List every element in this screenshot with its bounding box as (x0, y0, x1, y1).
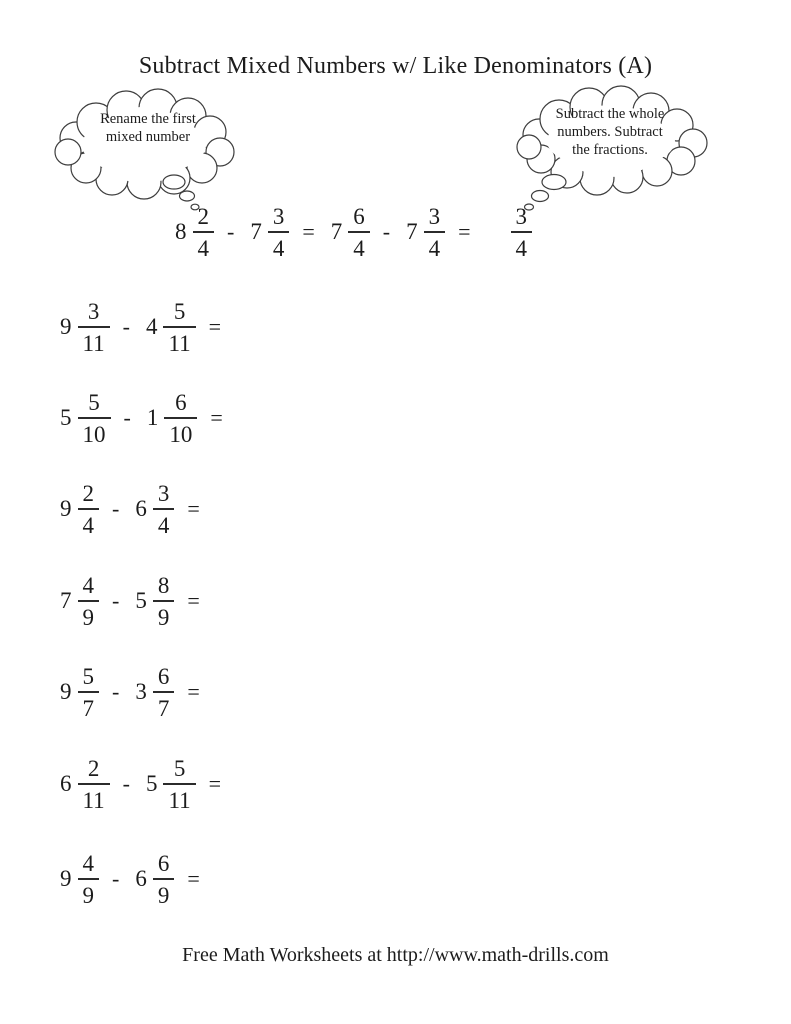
fraction-numerator: 5 (82, 663, 94, 689)
whole-number: 6 (135, 866, 147, 891)
equals-sign: = (187, 496, 200, 521)
minus-operator: - (112, 588, 120, 613)
fraction-numerator: 5 (88, 389, 100, 415)
fraction-bar (78, 508, 100, 510)
minus-operator: - (112, 496, 120, 521)
fraction-denominator: 4 (157, 512, 170, 538)
fraction (81, 482, 97, 537)
hint-text-left (58, 110, 238, 146)
hint-left-line2: mixed number (105, 129, 191, 146)
hint-right-line2: numbers. Subtract (557, 124, 663, 141)
fraction-bar (153, 878, 175, 880)
minus-operator: - (122, 771, 130, 796)
fraction (427, 205, 443, 260)
mixed-number (135, 665, 171, 720)
fraction-bar (78, 691, 100, 693)
fraction-numerator: 3 (428, 203, 441, 229)
fraction (271, 205, 287, 260)
fraction-numerator: 8 (157, 572, 170, 598)
equals-sign: = (208, 771, 222, 796)
fraction-denominator: 11 (168, 330, 191, 356)
fraction-numerator: 5 (173, 755, 186, 781)
fraction-denominator: 9 (82, 882, 94, 908)
fraction-denominator: 7 (157, 695, 170, 721)
equals-sign: = (208, 314, 222, 339)
whole-number: 6 (135, 496, 147, 521)
fraction-denominator: 4 (197, 235, 209, 261)
thought-bubble-left-icon (48, 88, 248, 220)
problem-row (60, 479, 203, 539)
equals-sign: = (187, 588, 200, 613)
problem-row (60, 662, 203, 722)
fraction-numerator: 6 (353, 203, 365, 229)
fraction (166, 757, 192, 812)
fraction-bar (348, 231, 370, 233)
whole-number: 1 (146, 405, 159, 430)
fraction (156, 574, 172, 629)
mixed-number (60, 665, 96, 720)
fraction-bar (153, 600, 175, 602)
fraction-numerator: 3 (272, 203, 285, 229)
fraction (167, 391, 194, 446)
fraction-numerator: 5 (173, 298, 186, 324)
mixed-number (60, 391, 108, 446)
whole-number: 7 (60, 588, 72, 613)
problem-row (60, 571, 203, 631)
hint-right-line1: Subtract the whole (555, 106, 665, 122)
mixed-number (60, 852, 96, 907)
fraction-numerator: 4 (82, 572, 94, 598)
fraction-denominator: 4 (515, 235, 527, 261)
minus-operator: - (112, 679, 120, 704)
mixed-number (60, 482, 96, 537)
fraction (156, 665, 172, 720)
fraction-numerator: 2 (87, 755, 100, 781)
mixed-number (250, 205, 286, 260)
whole-number: 7 (330, 219, 343, 244)
whole-number: 7 (250, 219, 262, 244)
fraction-numerator: 2 (82, 480, 94, 506)
fraction (81, 665, 97, 720)
fraction-denominator: 11 (82, 330, 105, 356)
fraction (81, 300, 107, 355)
fraction-bar (78, 600, 100, 602)
fraction (81, 391, 108, 446)
fraction-bar (78, 417, 111, 419)
fraction-numerator: 3 (157, 480, 170, 506)
fraction-numerator: 6 (157, 663, 170, 689)
fraction-bar (78, 878, 100, 880)
fraction-bar (163, 783, 195, 785)
fraction-numerator: 6 (175, 389, 187, 415)
whole-number: 5 (145, 771, 158, 796)
fraction (196, 205, 212, 260)
fraction-numerator: 2 (197, 203, 209, 229)
problem-row (60, 388, 226, 448)
equals-sign: = (302, 219, 315, 244)
mixed-number (60, 300, 107, 355)
equals-sign: = (210, 405, 223, 430)
fraction-denominator: 4 (428, 235, 441, 261)
fraction-bar (164, 417, 197, 419)
fraction-denominator: 7 (82, 695, 94, 721)
example-answer-fraction (514, 205, 530, 260)
fraction-numerator: 3 (87, 298, 100, 324)
whole-number: 7 (406, 219, 418, 244)
fraction-denominator: 9 (157, 604, 170, 630)
minus-operator: - (123, 405, 131, 430)
whole-number: 9 (60, 314, 72, 339)
fraction (351, 205, 367, 260)
fraction-denominator: 9 (157, 882, 170, 908)
fraction (81, 757, 107, 812)
mixed-number (135, 852, 171, 907)
fraction-bar (268, 231, 290, 233)
fraction (156, 482, 172, 537)
fraction-bar (153, 691, 175, 693)
fraction-denominator: 9 (82, 604, 94, 630)
mixed-number (135, 574, 171, 629)
whole-number: 9 (60, 866, 72, 891)
fraction (156, 852, 172, 907)
hint-left-line1: Rename the first (100, 111, 196, 127)
mixed-number (146, 300, 193, 355)
mixed-number (146, 757, 193, 812)
mixed-number (147, 391, 195, 446)
fraction-bar (163, 326, 195, 328)
fraction-denominator: 10 (169, 421, 193, 447)
footer-credit: Free Math Worksheets at http://www.math-drills.com (182, 944, 609, 966)
mixed-number (175, 205, 211, 260)
fraction-bar (153, 508, 175, 510)
equals-sign: = (187, 679, 200, 704)
example-equation (175, 202, 529, 262)
minus-operator: - (227, 219, 235, 244)
whole-number: 5 (135, 588, 147, 613)
mixed-number (135, 482, 171, 537)
whole-number: 9 (60, 679, 72, 704)
fraction (81, 574, 97, 629)
fraction-denominator: 4 (272, 235, 285, 261)
whole-number: 3 (135, 679, 147, 704)
fraction-bar (78, 326, 110, 328)
fraction-numerator: 4 (82, 850, 94, 876)
fraction-numerator: 6 (157, 850, 170, 876)
fraction-bar (193, 231, 215, 233)
fraction-denominator: 4 (82, 512, 94, 538)
equals-sign: = (458, 219, 471, 244)
whole-number: 9 (60, 496, 72, 521)
fraction-denominator: 11 (82, 787, 105, 813)
hint-text-right (525, 105, 695, 159)
whole-number: 8 (175, 219, 187, 244)
problem-row (60, 297, 224, 357)
minus-operator: - (122, 314, 130, 339)
fraction (166, 300, 192, 355)
minus-operator: - (382, 219, 391, 244)
whole-number: 4 (145, 314, 158, 339)
mixed-number (60, 757, 107, 812)
fraction-denominator: 10 (82, 421, 106, 447)
whole-number: 5 (60, 405, 72, 430)
mixed-number (331, 205, 367, 260)
thought-trail-right-icon (525, 175, 567, 211)
fraction-denominator: 4 (353, 235, 365, 261)
equals-sign: = (187, 866, 200, 891)
mixed-number (406, 205, 442, 260)
fraction-denominator: 11 (168, 787, 191, 813)
whole-number: 6 (60, 771, 72, 796)
fraction-bar (78, 783, 110, 785)
problem-row (60, 754, 224, 814)
mixed-number (60, 574, 96, 629)
minus-operator: - (112, 866, 120, 891)
fraction (81, 852, 97, 907)
hint-right-line3: the fractions. (572, 142, 648, 159)
worksheet-title: Subtract Mixed Numbers w/ Like Denominators (A) (138, 53, 653, 79)
fraction-bar (511, 231, 533, 233)
problem-row (60, 849, 203, 909)
fraction-numerator: 3 (515, 203, 527, 229)
fraction-bar (424, 231, 446, 233)
